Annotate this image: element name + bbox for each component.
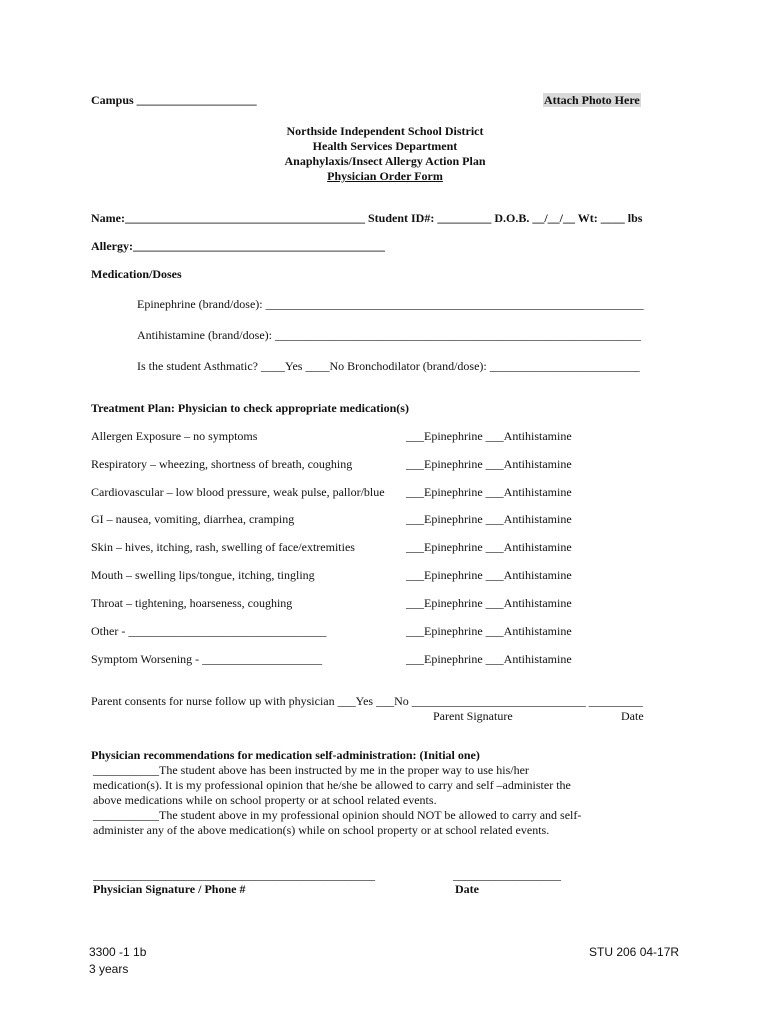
- allergy-field[interactable]: Allergy:__________________________________________: [91, 239, 385, 253]
- treatment-row-label: GI – nausea, vomiting, diarrhea, cramping: [91, 512, 295, 526]
- form-title: Physician Order Form: [327, 169, 443, 183]
- treatment-row-options[interactable]: ___Epinephrine ___Antihistamine: [406, 485, 572, 499]
- self-admin-text: above medications while on school property or at school related events.: [93, 793, 437, 807]
- treatment-row-label: Throat – tightening, hoarseness, coughing: [91, 596, 293, 610]
- district-name: Northside Independent School District: [286, 124, 484, 138]
- physician-date-line[interactable]: __________________: [453, 868, 561, 882]
- physician-signature-line[interactable]: _______________________________________________: [93, 868, 375, 882]
- student-info-line[interactable]: Name:________________________________________ Student ID#: _________ D.O.B. __/__/__ Wt: ____ lbs: [91, 211, 643, 225]
- treatment-row-options[interactable]: ___Epinephrine ___Antihistamine: [406, 568, 572, 582]
- footer-retention: 3 years: [89, 962, 129, 976]
- treatment-row-options[interactable]: ___Epinephrine ___Antihistamine: [406, 596, 572, 610]
- footer-form-number: STU 206 04-17R: [589, 945, 680, 959]
- self-admin-text: medication(s). It is my professional opinion that he/she be allowed to carry and self –administer the: [93, 778, 571, 792]
- physician-signature-label: Physician Signature / Phone #: [93, 882, 246, 896]
- medication-heading: Medication/Doses: [91, 267, 182, 281]
- self-admin-option-allowed[interactable]: ___________The student above has been instructed by me in the proper way to use his/her: [93, 763, 529, 777]
- treatment-row-label: Respiratory – wheezing, shortness of breath, coughing: [91, 457, 353, 471]
- treatment-row-worsening[interactable]: Symptom Worsening - ____________________: [91, 652, 323, 666]
- parent-signature-label: Parent Signature: [433, 709, 513, 723]
- treatment-row-options[interactable]: ___Epinephrine ___Antihistamine: [406, 624, 572, 638]
- treatment-row-options[interactable]: ___Epinephrine ___Antihistamine: [406, 429, 572, 443]
- campus-field[interactable]: Campus ____________________: [91, 93, 257, 107]
- asthmatic-question[interactable]: Is the student Asthmatic? ____Yes ____No Bronchodilator (brand/dose): _________________________: [137, 359, 640, 373]
- treatment-row-options[interactable]: ___Epinephrine ___Antihistamine: [406, 540, 572, 554]
- footer-code: 3300 -1 1b: [89, 945, 147, 959]
- treatment-row-label: Cardiovascular – low blood pressure, weak pulse, pallor/blue: [91, 485, 385, 499]
- department-name: Health Services Department: [312, 139, 458, 153]
- treatment-row-options[interactable]: ___Epinephrine ___Antihistamine: [406, 652, 572, 666]
- plan-title: Anaphylaxis/Insect Allergy Action Plan: [284, 154, 486, 168]
- self-admin-text: administer any of the above medication(s) while on school property or at school related events.: [93, 823, 550, 837]
- physician-date-label: Date: [455, 882, 479, 896]
- self-admin-option-not-allowed[interactable]: ___________The student above in my professional opinion should NOT be allowed to carry and self-: [93, 808, 582, 822]
- treatment-heading: Treatment Plan: Physician to check appropriate medication(s): [91, 401, 409, 415]
- treatment-row-label: Mouth – swelling lips/tongue, itching, tingling: [91, 568, 315, 582]
- treatment-row-options[interactable]: ___Epinephrine ___Antihistamine: [406, 512, 572, 526]
- antihistamine-dose-field[interactable]: Antihistamine (brand/dose): _____________________________________________________________: [137, 328, 641, 342]
- self-admin-heading: Physician recommendations for medication self-administration: (Initial one): [91, 748, 480, 762]
- parent-date-label: Date: [621, 709, 644, 723]
- epinephrine-dose-field[interactable]: Epinephrine (brand/dose): _______________________________________________________________: [137, 297, 644, 311]
- parent-consent-line[interactable]: Parent consents for nurse follow up with physician ___Yes ___No _____________________________ _________: [91, 694, 643, 708]
- treatment-row-label: Allergen Exposure – no symptoms: [91, 429, 258, 443]
- attach-photo-label: Attach Photo Here: [544, 93, 640, 107]
- treatment-row-label: Skin – hives, itching, rash, swelling of face/extremities: [91, 540, 355, 554]
- treatment-row-options[interactable]: ___Epinephrine ___Antihistamine: [406, 457, 572, 471]
- treatment-row-other[interactable]: Other - _________________________________: [91, 624, 327, 638]
